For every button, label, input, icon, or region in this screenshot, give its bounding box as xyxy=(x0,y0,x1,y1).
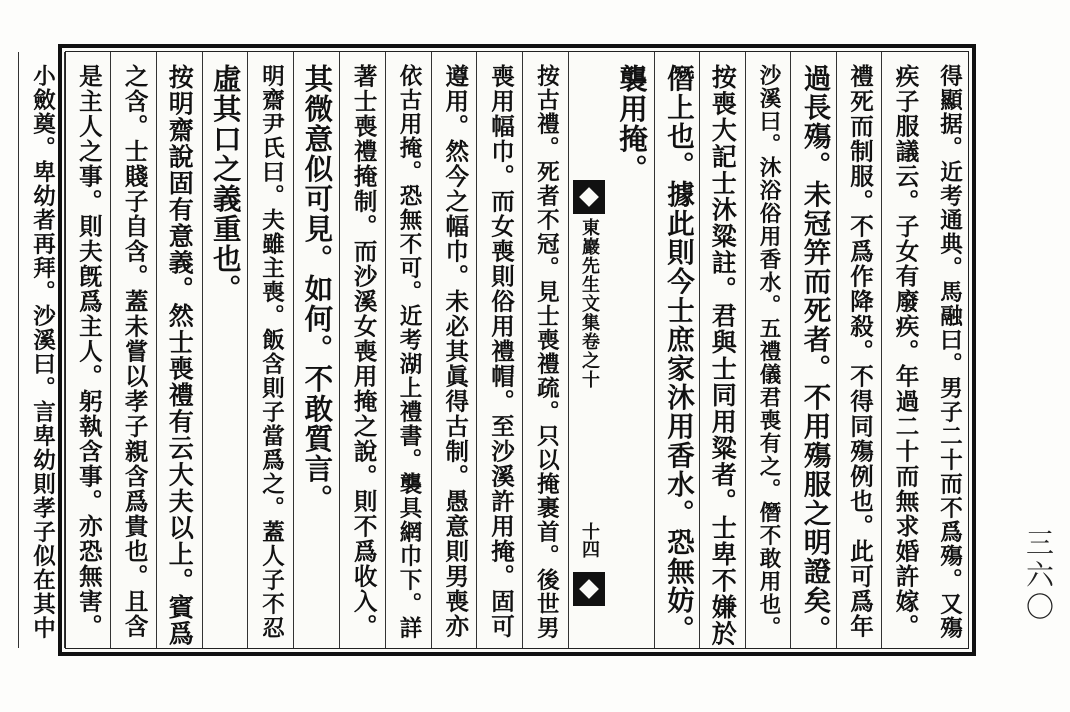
column-text: 禮死而制服。不爲作降殺。不得同殤例也。此可爲年 xyxy=(846,64,874,639)
text-column xyxy=(431,52,478,648)
text-column xyxy=(745,52,792,648)
column-text: 著士喪禮掩制。而沙溪女喪用掩之說。則不爲收入。 xyxy=(349,64,378,639)
text-column xyxy=(339,52,386,648)
column-text: 襲用掩。 xyxy=(615,64,649,184)
text-column xyxy=(156,52,203,648)
column-text: 得顯据。近考通典。馬融曰。男子二十而不爲殤。又殤 xyxy=(936,64,963,640)
column-text: 疾子服議云。子女有廢疾。年過二十而無求婚許嫁。 xyxy=(891,64,920,639)
text-column xyxy=(293,52,340,648)
volume-title: 東巖先生文集卷之十 xyxy=(579,218,600,389)
text-column xyxy=(64,52,111,648)
column-text: 按喪大記士沐粱註。君與士同用粱者。士卑不嫌於 xyxy=(708,64,738,647)
column-text: 按古禮。死者不冠。見士喪禮疏。只以掩裹首。後世男 xyxy=(533,64,560,640)
text-column xyxy=(476,52,523,648)
column-text: 喪用幅巾。而女喪則俗用禮帽。至沙溪許用掩。固可 xyxy=(487,64,516,639)
text-column xyxy=(836,52,883,648)
column-text: 之含。士賤子自含。蓋未嘗以孝子親含爲貴也。且含 xyxy=(120,64,149,639)
text-column xyxy=(608,52,655,648)
fish-tail-mark-top xyxy=(573,180,605,214)
folio-number: 十四 xyxy=(579,522,600,558)
text-frame xyxy=(29,44,976,656)
column-text: 是主人之事。則夫旣爲主人。躬執含事。亦恐無害。 xyxy=(74,64,103,639)
text-column xyxy=(110,52,157,648)
text-column xyxy=(881,52,928,648)
column-text: 依古用掩。恐無不可。近考湖上禮書。襲具網巾下。詳 xyxy=(395,64,422,640)
text-column xyxy=(927,52,973,648)
column-text: 沙溪曰。沐浴俗用香水。五禮儀君喪有之。僭不敢用也。 xyxy=(756,64,781,639)
text-column xyxy=(654,52,701,648)
text-column xyxy=(202,52,249,648)
text-column xyxy=(790,52,837,648)
fish-tail-mark-bottom xyxy=(573,572,605,606)
column-text: 小斂奠。卑幼者再拜。沙溪曰。言卑幼則孝子似在其中 xyxy=(29,64,56,640)
column-text: 遵用。然今之幅巾。未必其眞得古制。愚意則男喪亦 xyxy=(441,64,470,639)
column-text: 僭上也。據此則今士庶家沐用香水。恐無妨。 xyxy=(662,64,694,644)
column-text: 明齋尹氏曰。夫雖主喪。飯含則子當爲之。蓋人子不忍 xyxy=(258,64,285,640)
text-column xyxy=(699,52,746,648)
text-column xyxy=(385,52,432,648)
column-text: 過長殤。未冠笄而死者。不用殤服之明證矣。 xyxy=(798,64,831,644)
column-text: 其微意似可見。如何。不敢質言。 xyxy=(300,64,335,514)
page-number: 三六〇 xyxy=(1022,528,1055,624)
text-column xyxy=(247,52,294,648)
column-text: 虛其口之義重也。 xyxy=(208,64,243,304)
text-column xyxy=(522,52,569,648)
text-column xyxy=(18,52,65,648)
center-fold-column xyxy=(568,52,609,648)
column-text: 按明齋說固有意義。然士喪禮有云大夫以上。賓爲 xyxy=(165,64,195,647)
